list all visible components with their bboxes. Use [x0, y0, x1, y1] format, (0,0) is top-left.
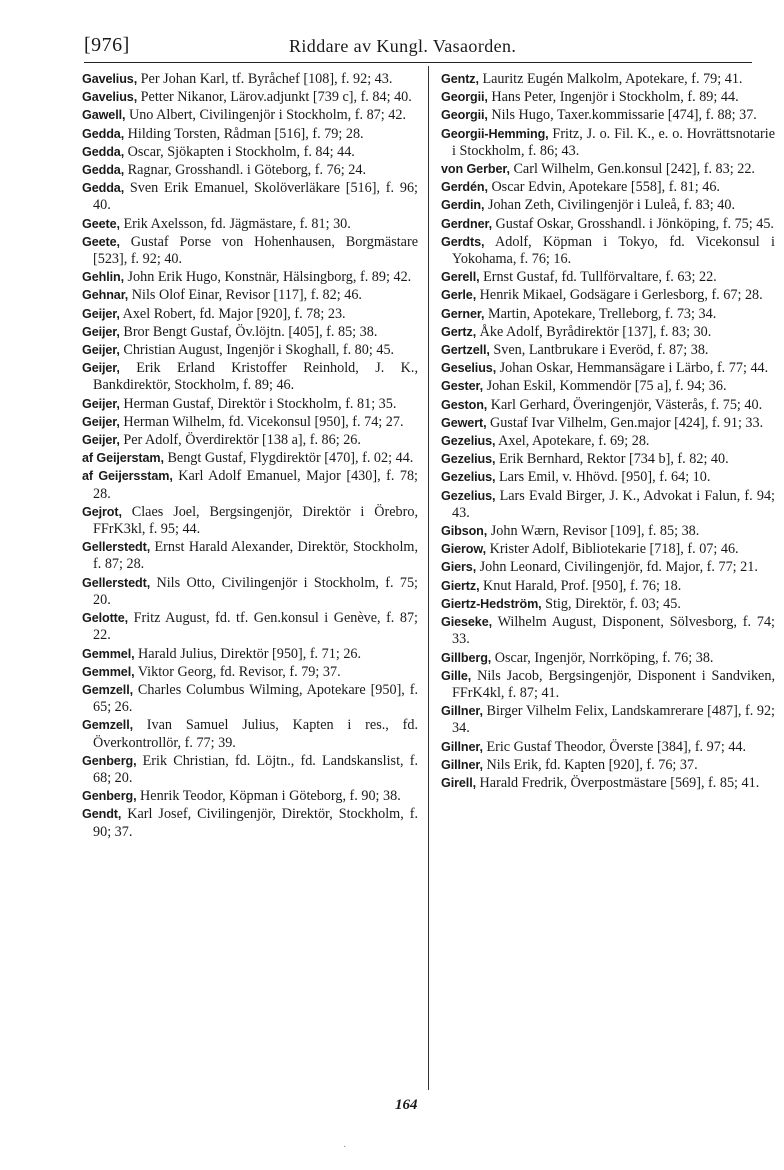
- entry-surname: Gillner,: [441, 739, 483, 754]
- entry-details: Herman Wilhelm, fd. Vicekonsul [950], f. 74; 27.: [119, 413, 404, 430]
- entry-surname: Gerdts,: [441, 234, 485, 249]
- entry-surname: Gerell,: [441, 270, 480, 285]
- register-entry: [441, 107, 775, 124]
- register-entry: [441, 378, 775, 395]
- entry-details: Viktor Georg, fd. Revisor, f. 79; 37.: [134, 663, 341, 680]
- entry-surname: Gejrot,: [82, 504, 122, 519]
- entry-details: Karl Adolf Emanuel, Major [430], f. 78; 28.: [93, 468, 418, 502]
- register-entry: [441, 179, 775, 196]
- entry-details: Sven Erik Emanuel, Skolöverläkare [516], f. 96; 40.: [93, 180, 418, 214]
- entry-details: Ragnar, Grosshandl. i Göteborg, f. 76; 24.: [124, 162, 366, 179]
- entry-details: Axel, Apotekare, f. 69; 28.: [495, 433, 650, 450]
- entry-details: Martin, Apotekare, Trelleborg, f. 73; 34.: [484, 305, 717, 322]
- entry-surname: Gentz,: [441, 72, 479, 86]
- entry-surname: Geijer,: [82, 343, 120, 358]
- print-mark: ·: [343, 1142, 347, 1153]
- register-entry: [82, 107, 418, 124]
- register-entry: [82, 342, 418, 359]
- entry-surname: Geston,: [441, 397, 488, 412]
- entry-details: Eric Gustaf Theodor, Överste [384], f. 97; 44.: [482, 738, 747, 755]
- entry-surname: Gerner,: [441, 306, 485, 321]
- register-entry: [82, 682, 418, 716]
- entry-details: Per Johan Karl, tf. Byråchef [108], f. 92; 43.: [137, 71, 393, 87]
- entry-surname: Gemmel,: [82, 664, 135, 679]
- entry-details: Knut Harald, Prof. [950], f. 76; 18.: [479, 577, 682, 594]
- entry-details: Nils Jacob, Bergsingenjör, Disponent i Sandviken, FFrK4kl, f. 87; 41.: [452, 667, 775, 701]
- register-entry: [82, 144, 418, 161]
- register-entry: [82, 324, 418, 341]
- entry-surname: Gillner,: [441, 757, 483, 772]
- entry-details: Ernst Gustaf, fd. Tullförvaltare, f. 63; 22.: [479, 269, 717, 286]
- register-entry: [82, 180, 418, 214]
- register-entry: [82, 664, 418, 681]
- entry-surname: Gibson,: [441, 524, 488, 539]
- register-entry: [441, 126, 775, 160]
- entry-surname: Gehlin,: [82, 270, 124, 285]
- register-entry: [82, 287, 418, 304]
- register-entry: [82, 306, 418, 323]
- entry-surname: Geijer,: [82, 361, 120, 376]
- entry-details: Erik Erland Kristoffer Reinhold, J. K., Bankdirektör, Stockholm, f. 89; 46.: [93, 360, 418, 394]
- register-entry: [82, 432, 418, 449]
- register-entry: [82, 753, 418, 787]
- entry-surname: Gester,: [441, 379, 484, 394]
- entry-details: Fritz August, fd. tf. Gen.konsul i Genève, f. 87; 22.: [93, 610, 418, 644]
- entry-details: Karl Gerhard, Överingenjör, Västerås, f. 75; 40.: [487, 396, 763, 413]
- entry-surname: Gertz,: [441, 324, 477, 339]
- entry-details: Ivan Samuel Julius, Kapten i res., fd. Överkontrollör, f. 77; 39.: [93, 717, 418, 751]
- entry-details: Nils Otto, Civilingenjör i Stockholm, f. 75; 20.: [93, 574, 418, 608]
- entry-surname: Gedda,: [82, 126, 125, 141]
- entry-details: Gustaf Oskar, Grosshandl. i Jönköping, f. 75; 45.: [492, 215, 774, 232]
- register-entry: [441, 559, 775, 576]
- entry-details: Oscar, Ingenjör, Norrköping, f. 76; 38.: [491, 649, 714, 666]
- register-entry: [82, 539, 418, 573]
- entry-details: Christian August, Ingenjör i Skoghall, f. 80; 45.: [119, 342, 395, 359]
- register-entry: [441, 703, 775, 737]
- register-entry: [441, 433, 775, 450]
- entry-details: Per Adolf, Överdirektör [138 a], f. 86; 26.: [119, 432, 361, 449]
- register-entry: [441, 71, 775, 88]
- entry-surname: Georgii,: [441, 108, 488, 123]
- register-entry: [82, 162, 418, 179]
- header-rule: [84, 62, 752, 63]
- entry-details: Nils Erik, fd. Kapten [920], f. 76; 37.: [482, 756, 698, 773]
- register-entry: [82, 89, 418, 106]
- entry-surname: Geijer,: [82, 396, 120, 411]
- register-entry: [441, 469, 775, 486]
- entry-details: Gustaf Porse von Hohenhausen, Borgmästare [523], f. 92; 40.: [93, 233, 418, 268]
- register-entry: [441, 89, 775, 106]
- entry-surname: Gehnar,: [82, 288, 129, 303]
- entry-surname: af Geijersstam,: [82, 469, 173, 484]
- register-entry: [441, 775, 775, 792]
- entry-surname: Gewert,: [441, 415, 487, 430]
- entry-surname: Gezelius,: [441, 434, 496, 449]
- entry-details: Nils Olof Einar, Revisor [117], f. 82; 46.: [128, 287, 362, 304]
- register-entry: [441, 269, 775, 286]
- entry-surname: Giers,: [441, 560, 477, 575]
- entry-surname: Gedda,: [82, 144, 125, 159]
- entry-surname: Gezelius,: [441, 452, 496, 467]
- entry-details: Herman Gustaf, Direktör i Stockholm, f. 81; 35.: [119, 395, 397, 412]
- entry-surname: Gavelius,: [82, 72, 138, 86]
- entry-surname: Gierow,: [441, 542, 487, 557]
- register-entry: [441, 523, 775, 540]
- entry-details: Carl Wilhelm, Gen.konsul [242], f. 83; 22.: [509, 161, 755, 178]
- entry-details: Petter Nikanor, Lärov.adjunkt [739 c], f. 84; 40.: [137, 89, 412, 106]
- entry-details: Nils Hugo, Taxer.kommissarie [474], f. 88; 37.: [487, 107, 757, 124]
- entry-details: Lars Evald Birger, J. K., Advokat i Falun, f. 94; 43.: [452, 487, 775, 521]
- entry-details: Åke Adolf, Byrådirektör [137], f. 83; 30.: [476, 323, 712, 340]
- entry-surname: Gellerstedt,: [82, 540, 151, 555]
- entry-details: Lars Emil, v. Hhövd. [950], f. 64; 10.: [495, 469, 711, 486]
- entry-details: Johan Eskil, Kommendör [75 a], f. 94; 36.: [483, 378, 727, 395]
- entry-surname: Gezelius,: [441, 470, 496, 485]
- entry-details: Sven, Lantbrukare i Everöd, f. 87; 38.: [489, 342, 709, 359]
- entry-details: Adolf, Köpman i Tokyo, fd. Vicekonsul i Yokohama, f. 76; 16.: [452, 233, 775, 268]
- entry-details: Krister Adolf, Bibliotekarie [718], f. 07; 46.: [486, 541, 739, 558]
- entry-details: John Erik Hugo, Konstnär, Hälsingborg, f. 89; 42.: [123, 269, 412, 286]
- register-entry: [441, 488, 775, 522]
- register-entry: [441, 415, 775, 432]
- register-entry: [82, 646, 418, 663]
- entry-surname: Gertzell,: [441, 343, 490, 358]
- register-entry: [82, 468, 418, 502]
- entry-surname: Genberg,: [82, 753, 137, 768]
- entry-surname: Gille,: [441, 668, 472, 683]
- entry-details: Harald Fredrik, Överpostmästare [569], f. 85; 41.: [476, 774, 760, 791]
- entry-surname: Genberg,: [82, 789, 137, 804]
- entry-details: Bengt Gustaf, Flygdirektör [470], f. 02; 44.: [163, 450, 414, 467]
- entry-surname: Gavelius,: [82, 90, 138, 105]
- entry-surname: Geselius,: [441, 361, 497, 376]
- register-entry: [441, 397, 775, 414]
- entry-details: Ernst Harald Alexander, Direktör, Stockholm, f. 87; 28.: [93, 539, 418, 573]
- entry-surname: Gendt,: [82, 807, 122, 822]
- entry-details: Gustaf Ivar Vilhelm, Gen.major [424], f. 91; 33.: [486, 414, 764, 431]
- register-entry: [441, 614, 775, 648]
- entry-surname: Geijer,: [82, 433, 120, 448]
- running-title: Riddare av Kungl. Vasaorden.: [289, 36, 517, 56]
- page-header: [84, 34, 752, 60]
- entry-details: Axel Robert, fd. Major [920], f. 78; 23.: [119, 305, 346, 322]
- entry-details: Wilhelm August, Disponent, Sölvesborg, f. 74; 33.: [452, 614, 775, 648]
- register-entry: [441, 668, 775, 702]
- entry-surname: Geete,: [82, 216, 120, 231]
- register-entry: [82, 504, 418, 538]
- register-entry: [82, 71, 418, 88]
- register-entry: [82, 717, 418, 751]
- entry-surname: Giertz-Hedström,: [441, 596, 542, 611]
- entry-surname: Georgii-Hemming,: [441, 126, 549, 141]
- entry-surname: Geijer,: [82, 324, 120, 339]
- register-entry: [441, 650, 775, 667]
- entry-surname: Gemzell,: [82, 718, 133, 733]
- entry-details: Claes Joel, Bergsingenjör, Direktör i Örebro, FFrK3kl, f. 95; 44.: [93, 503, 418, 538]
- entry-surname: Geijer,: [82, 414, 120, 429]
- left-column: [82, 71, 418, 842]
- register-entry: [441, 161, 775, 178]
- column-divider: [428, 66, 429, 1090]
- register-entry: [441, 360, 775, 377]
- entry-surname: Gawell,: [82, 108, 126, 123]
- register-entry: [441, 596, 775, 613]
- register-entry: [82, 788, 418, 805]
- entry-surname: Gedda,: [82, 163, 125, 178]
- register-entry: [82, 610, 418, 644]
- register-entry: [82, 396, 418, 413]
- entry-surname: Geete,: [82, 234, 120, 249]
- entry-surname: Giertz,: [441, 578, 480, 593]
- entry-surname: Gerdin,: [441, 198, 485, 213]
- entry-surname: Gerdén,: [441, 180, 488, 195]
- register-entry: [82, 126, 418, 143]
- register-entry: [441, 757, 775, 774]
- entry-details: Erik Christian, fd. Löjtn., fd. Landskanslist, f. 68; 20.: [93, 752, 418, 786]
- register-entry: [82, 414, 418, 431]
- entry-surname: Geijer,: [82, 306, 120, 321]
- register-entry: [441, 342, 775, 359]
- entry-details: Oscar, Sjökapten i Stockholm, f. 84; 44.: [124, 143, 355, 160]
- entry-details: Hilding Torsten, Rådman [516], f. 79; 28.: [124, 125, 364, 142]
- entry-details: Birger Vilhelm Felix, Landskamrerare [487], f. 92; 34.: [452, 703, 775, 737]
- entry-surname: Girell,: [441, 775, 476, 790]
- folio-number: 164: [395, 1097, 418, 1113]
- register-entry: [82, 806, 418, 840]
- page-number: [976]: [84, 34, 130, 56]
- register-entry: [82, 269, 418, 286]
- register-entry: [441, 739, 775, 756]
- register-entry: [441, 216, 775, 233]
- register-entry: [82, 450, 418, 467]
- entry-surname: Gezelius,: [441, 488, 496, 503]
- entry-details: Harald Julius, Direktör [950], f. 71; 26.: [134, 645, 362, 662]
- register-entry: [441, 306, 775, 323]
- register-entry: [441, 234, 775, 268]
- entry-surname: Gillner,: [441, 704, 483, 719]
- register-entry: [441, 451, 775, 468]
- entry-details: Oscar Edvin, Apotekare [558], f. 81; 46.: [487, 179, 720, 196]
- entry-details: Fritz, J. o. Fil. K., e. o. Hovrättsnotarie i Stockholm, f. 86; 43.: [452, 125, 775, 159]
- register-entry: [82, 575, 418, 609]
- register-entry: [441, 578, 775, 595]
- entry-details: Hans Peter, Ingenjör i Stockholm, f. 89; 44.: [487, 89, 739, 106]
- register-entry: [441, 541, 775, 558]
- entry-surname: Gellerstedt,: [82, 575, 151, 590]
- entry-details: Henrik Teodor, Köpman i Göteborg, f. 90; 38.: [136, 788, 401, 805]
- entry-details: Karl Josef, Civilingenjör, Direktör, Stockholm, f. 90; 37.: [93, 806, 418, 840]
- entry-details: Stig, Direktör, f. 03; 45.: [541, 595, 681, 612]
- entry-surname: Gemmel,: [82, 646, 135, 661]
- entry-details: John Leonard, Civilingenjör, fd. Major, f. 77; 21.: [476, 559, 758, 576]
- entry-details: Erik Bernhard, Rektor [734 b], f. 82; 40.: [495, 451, 729, 468]
- right-column: [441, 71, 775, 793]
- entry-surname: Gieseke,: [441, 615, 493, 630]
- register-entry: [82, 234, 418, 268]
- entry-surname: Georgii,: [441, 90, 488, 105]
- register-entry: [82, 360, 418, 394]
- register-entry: [82, 216, 418, 233]
- entry-details: Uno Albert, Civilingenjör i Stockholm, f. 87; 42.: [125, 107, 406, 124]
- entry-details: Erik Axelsson, fd. Jägmästare, f. 81; 30.: [119, 215, 351, 232]
- entry-surname: Gerdner,: [441, 216, 492, 231]
- entry-details: Bror Bengt Gustaf, Öv.löjtn. [405], f. 85; 38.: [119, 323, 378, 340]
- entry-surname: af Geijerstam,: [82, 451, 164, 466]
- register-entry: [441, 324, 775, 341]
- entry-surname: Gerle,: [441, 288, 477, 303]
- entry-details: Lauritz Eugén Malkolm, Apotekare, f. 79; 41.: [478, 71, 743, 87]
- entry-details: Henrik Mikael, Godsägare i Gerlesborg, f. 67; 28.: [476, 287, 763, 304]
- entry-details: Charles Columbus Wilming, Apotekare [950], f. 65; 26.: [93, 681, 418, 716]
- entry-details: John Wærn, Revisor [109], f. 85; 38.: [487, 523, 700, 540]
- register-entry: [441, 287, 775, 304]
- entry-details: Johan Oskar, Hemmansägare i Lärbo, f. 77; 44.: [496, 360, 769, 377]
- entry-surname: Gedda,: [82, 181, 125, 196]
- register-entry: [441, 197, 775, 214]
- entry-details: Johan Zeth, Civilingenjör i Luleå, f. 83; 40.: [484, 197, 735, 214]
- entry-surname: Gemzell,: [82, 682, 133, 697]
- entry-surname: von Gerber,: [441, 162, 510, 177]
- entry-surname: Gillberg,: [441, 650, 492, 665]
- entry-surname: Gelotte,: [82, 611, 129, 626]
